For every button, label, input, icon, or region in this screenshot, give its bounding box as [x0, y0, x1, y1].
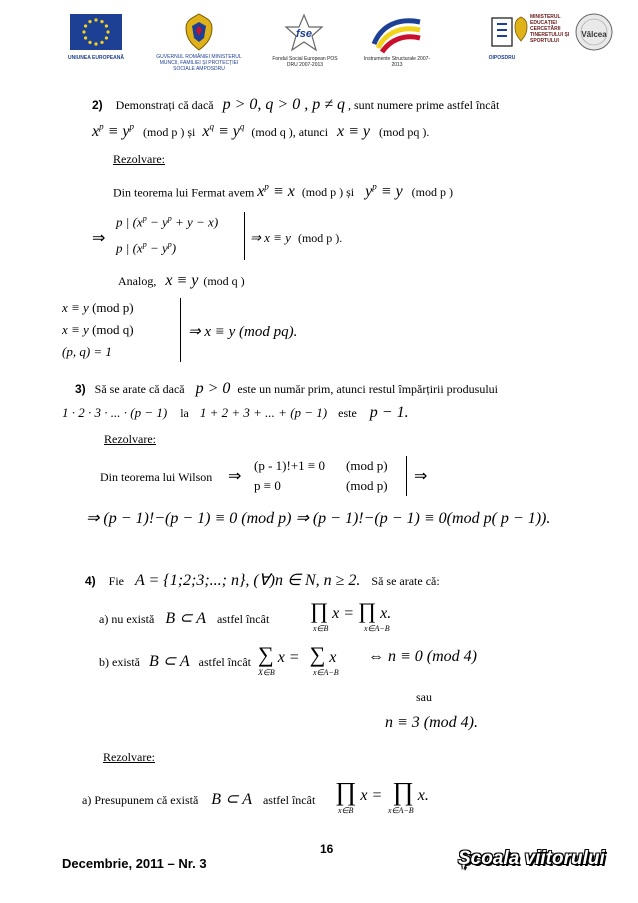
solution-a-product-equation: ∏ x = ∏ x.	[335, 777, 429, 806]
part-a-product-equation: ∏ x = ∏ x.	[310, 598, 392, 623]
part-b-label: b) există	[99, 655, 140, 669]
school-logo-text: Vâlcea	[581, 30, 607, 39]
part-b-sum-equation: ∑ x = ∑ x	[258, 642, 337, 667]
la-text: la	[180, 406, 189, 420]
fermat-mod-2: (mod p )	[411, 185, 453, 200]
problem-2-intro: Demonstrați că dacă	[115, 98, 214, 112]
oi-caption: OIPOSDRU	[488, 55, 516, 61]
sub-x-in-b-3: x∈B	[338, 806, 354, 815]
brand-logo-text: Școala viitorului	[458, 848, 605, 869]
mod-p-text: (mod p ) și	[143, 125, 196, 140]
part-a-set: B ⊂ A	[165, 610, 206, 627]
part-a-label: a) nu există	[99, 612, 155, 626]
sub-x-in-b-1: x∈B	[313, 624, 329, 633]
problem-3-conclusion: ⇒ (p − 1)!−(p − 1) ≡ 0 (mod p) ⇒ (p − 1)!−(p − 1) ≡ 0(mod p( p − 1)).	[86, 510, 551, 527]
math-analog-congruence: x ≡ y	[165, 272, 199, 289]
gov-caption: GUVERNUL ROMÂNIEI MINISTERUL MUNCII, FAMILIEI ȘI PROTECȚIEI SOCIALE AMPOSDRU	[156, 54, 242, 72]
fie-text: Fie	[108, 574, 125, 588]
implication-1-mod: (mod p ).	[297, 231, 343, 245]
system-line-2: x ≡ y (mod q)	[62, 322, 134, 337]
set-definition: A = {1;2;3;...; n}, (∀)n ∈ N, n ≥ 2.	[135, 572, 361, 589]
part-b-set: B ⊂ A	[149, 653, 190, 670]
eu-flag-icon	[70, 14, 122, 50]
implies-arrow-2: ⇒	[228, 468, 242, 485]
problem-2-condition: p > 0, q > 0 , p ≠ q	[222, 96, 345, 113]
mod-pq-text: (mod pq ).	[379, 125, 430, 140]
problem-2-solution-heading: Rezolvare:	[113, 152, 165, 166]
divisibility-line-2: p | $(x^p - y^p)$	[116, 240, 177, 256]
analog-mod: (mod q )	[203, 274, 245, 288]
system-bar-1	[244, 212, 245, 260]
wilson-text: Din teorema lui Wilson	[100, 470, 213, 484]
divisibility-line-1: p | $(x^p - y^p + y - x)$	[116, 214, 219, 230]
page-number: 16	[320, 842, 334, 856]
product-expression: 1 · 2 · 3 · ... · (p − 1)	[62, 405, 168, 420]
problem-3-solution-heading: Rezolvare:	[104, 432, 156, 446]
fermat-text: Din teorema lui Fermat avem	[113, 185, 255, 200]
sub-x-in-a-minus-b-3: x∈A−B	[388, 806, 414, 815]
analog-text: Analog,	[118, 274, 157, 288]
system-bar-2	[180, 298, 181, 362]
remainder-expression: p − 1.	[369, 404, 409, 421]
math-x-congruent-y: x ≡ y	[337, 123, 371, 141]
este-text: este	[338, 406, 357, 420]
math-xp-congruent-x: $x^p \equiv x$	[257, 182, 295, 201]
fermat-mod-1: (mod p ) și	[301, 185, 355, 200]
math-xq-congruent-yq: $x^q \equiv y^q$	[202, 122, 245, 141]
problem-4-solution-heading: Rezolvare:	[103, 750, 155, 764]
fse-caption: Fondul Social European POS DRU 2007-2013	[272, 56, 338, 68]
sub-x-in-a-minus-b-2: x∈A−B	[313, 668, 339, 677]
oiposdru-logo-icon	[489, 14, 515, 52]
problem-3-condition: p > 0	[195, 380, 231, 397]
solution-a-text: a) Presupunem că există	[82, 793, 199, 807]
eu-caption: UNIUNEA EUROPEANĂ	[68, 55, 124, 61]
problem-3-tail: este un număr prim, atunci restul împărțirii produsului	[237, 382, 499, 396]
is-caption: Instrumente Structurale 2007-2013	[363, 56, 431, 68]
ministry-crest-icon	[514, 16, 528, 42]
solution-a-set: B ⊂ A	[211, 791, 252, 808]
problem-4-tail: Să se arate că:	[371, 574, 440, 588]
wilson-line-1: (p - 1)!+1 ≡ 0	[254, 458, 325, 473]
problem-4-number: 4)	[85, 574, 96, 588]
problem-2-conclusion: ⇒ x ≡ y (mod pq).	[188, 324, 298, 340]
fse-logo-icon	[282, 12, 326, 54]
sub-x-in-a-minus-b-1: x∈A−B	[364, 624, 390, 633]
sau-text: sau	[416, 690, 432, 704]
math-yp-congruent-y: $y^p \equiv y$	[365, 182, 403, 201]
problem-3-intro: Să se arate că dacă	[94, 382, 185, 396]
sub-x-in-b-2: X∈B	[258, 668, 275, 677]
system-line-3: (p, q) = 1	[62, 344, 112, 359]
system-line-1: x ≡ y (mod p)	[62, 300, 134, 315]
structural-instruments-icon	[370, 14, 424, 54]
problem-2-number: 2)	[92, 98, 103, 112]
wilson-line-2-mod: (mod p)	[346, 478, 388, 493]
mod-q-text: (mod q ), atunci	[251, 125, 329, 140]
solution-a-tail: astfel încât	[262, 793, 316, 807]
alternative-condition: n ≡ 3 (mod 4).	[385, 714, 479, 731]
implies-arrow-3: ⇒	[414, 468, 428, 485]
wilson-line-2: p ≡ 0	[254, 478, 281, 493]
romania-coat-of-arms-icon	[184, 12, 214, 52]
problem-2-tail: , sunt numere prime astfel încât	[348, 98, 500, 112]
problem-2-statement	[92, 122, 429, 141]
system-bar-3	[406, 456, 407, 496]
problem-3-number: 3)	[75, 382, 86, 396]
ministry-text: MINISTERUL EDUCAȚIEI CERCETĂRII TINERETULUI ȘI SPORTULUI	[530, 14, 570, 44]
wilson-line-1-mod: (mod p)	[346, 458, 388, 473]
math-xp-congruent-yp: $x^p \equiv y^p$	[92, 122, 135, 141]
part-b-text: astfel încât	[198, 655, 251, 669]
implies-arrow-1: ⇒	[92, 230, 106, 247]
issue-label: Decembrie, 2011 – Nr. 3	[62, 856, 207, 871]
implication-1: ⇒ x ≡ y (mod p ).	[250, 230, 343, 245]
school-logo-icon	[574, 10, 614, 54]
part-a-text: astfel încât	[216, 612, 270, 626]
fse-text: fse	[296, 28, 312, 40]
part-b-equivalence: ⇔ n ≡ 0 (mod 4)	[368, 648, 478, 665]
sum-expression: 1 + 2 + 3 + ... + (p − 1)	[199, 405, 328, 420]
